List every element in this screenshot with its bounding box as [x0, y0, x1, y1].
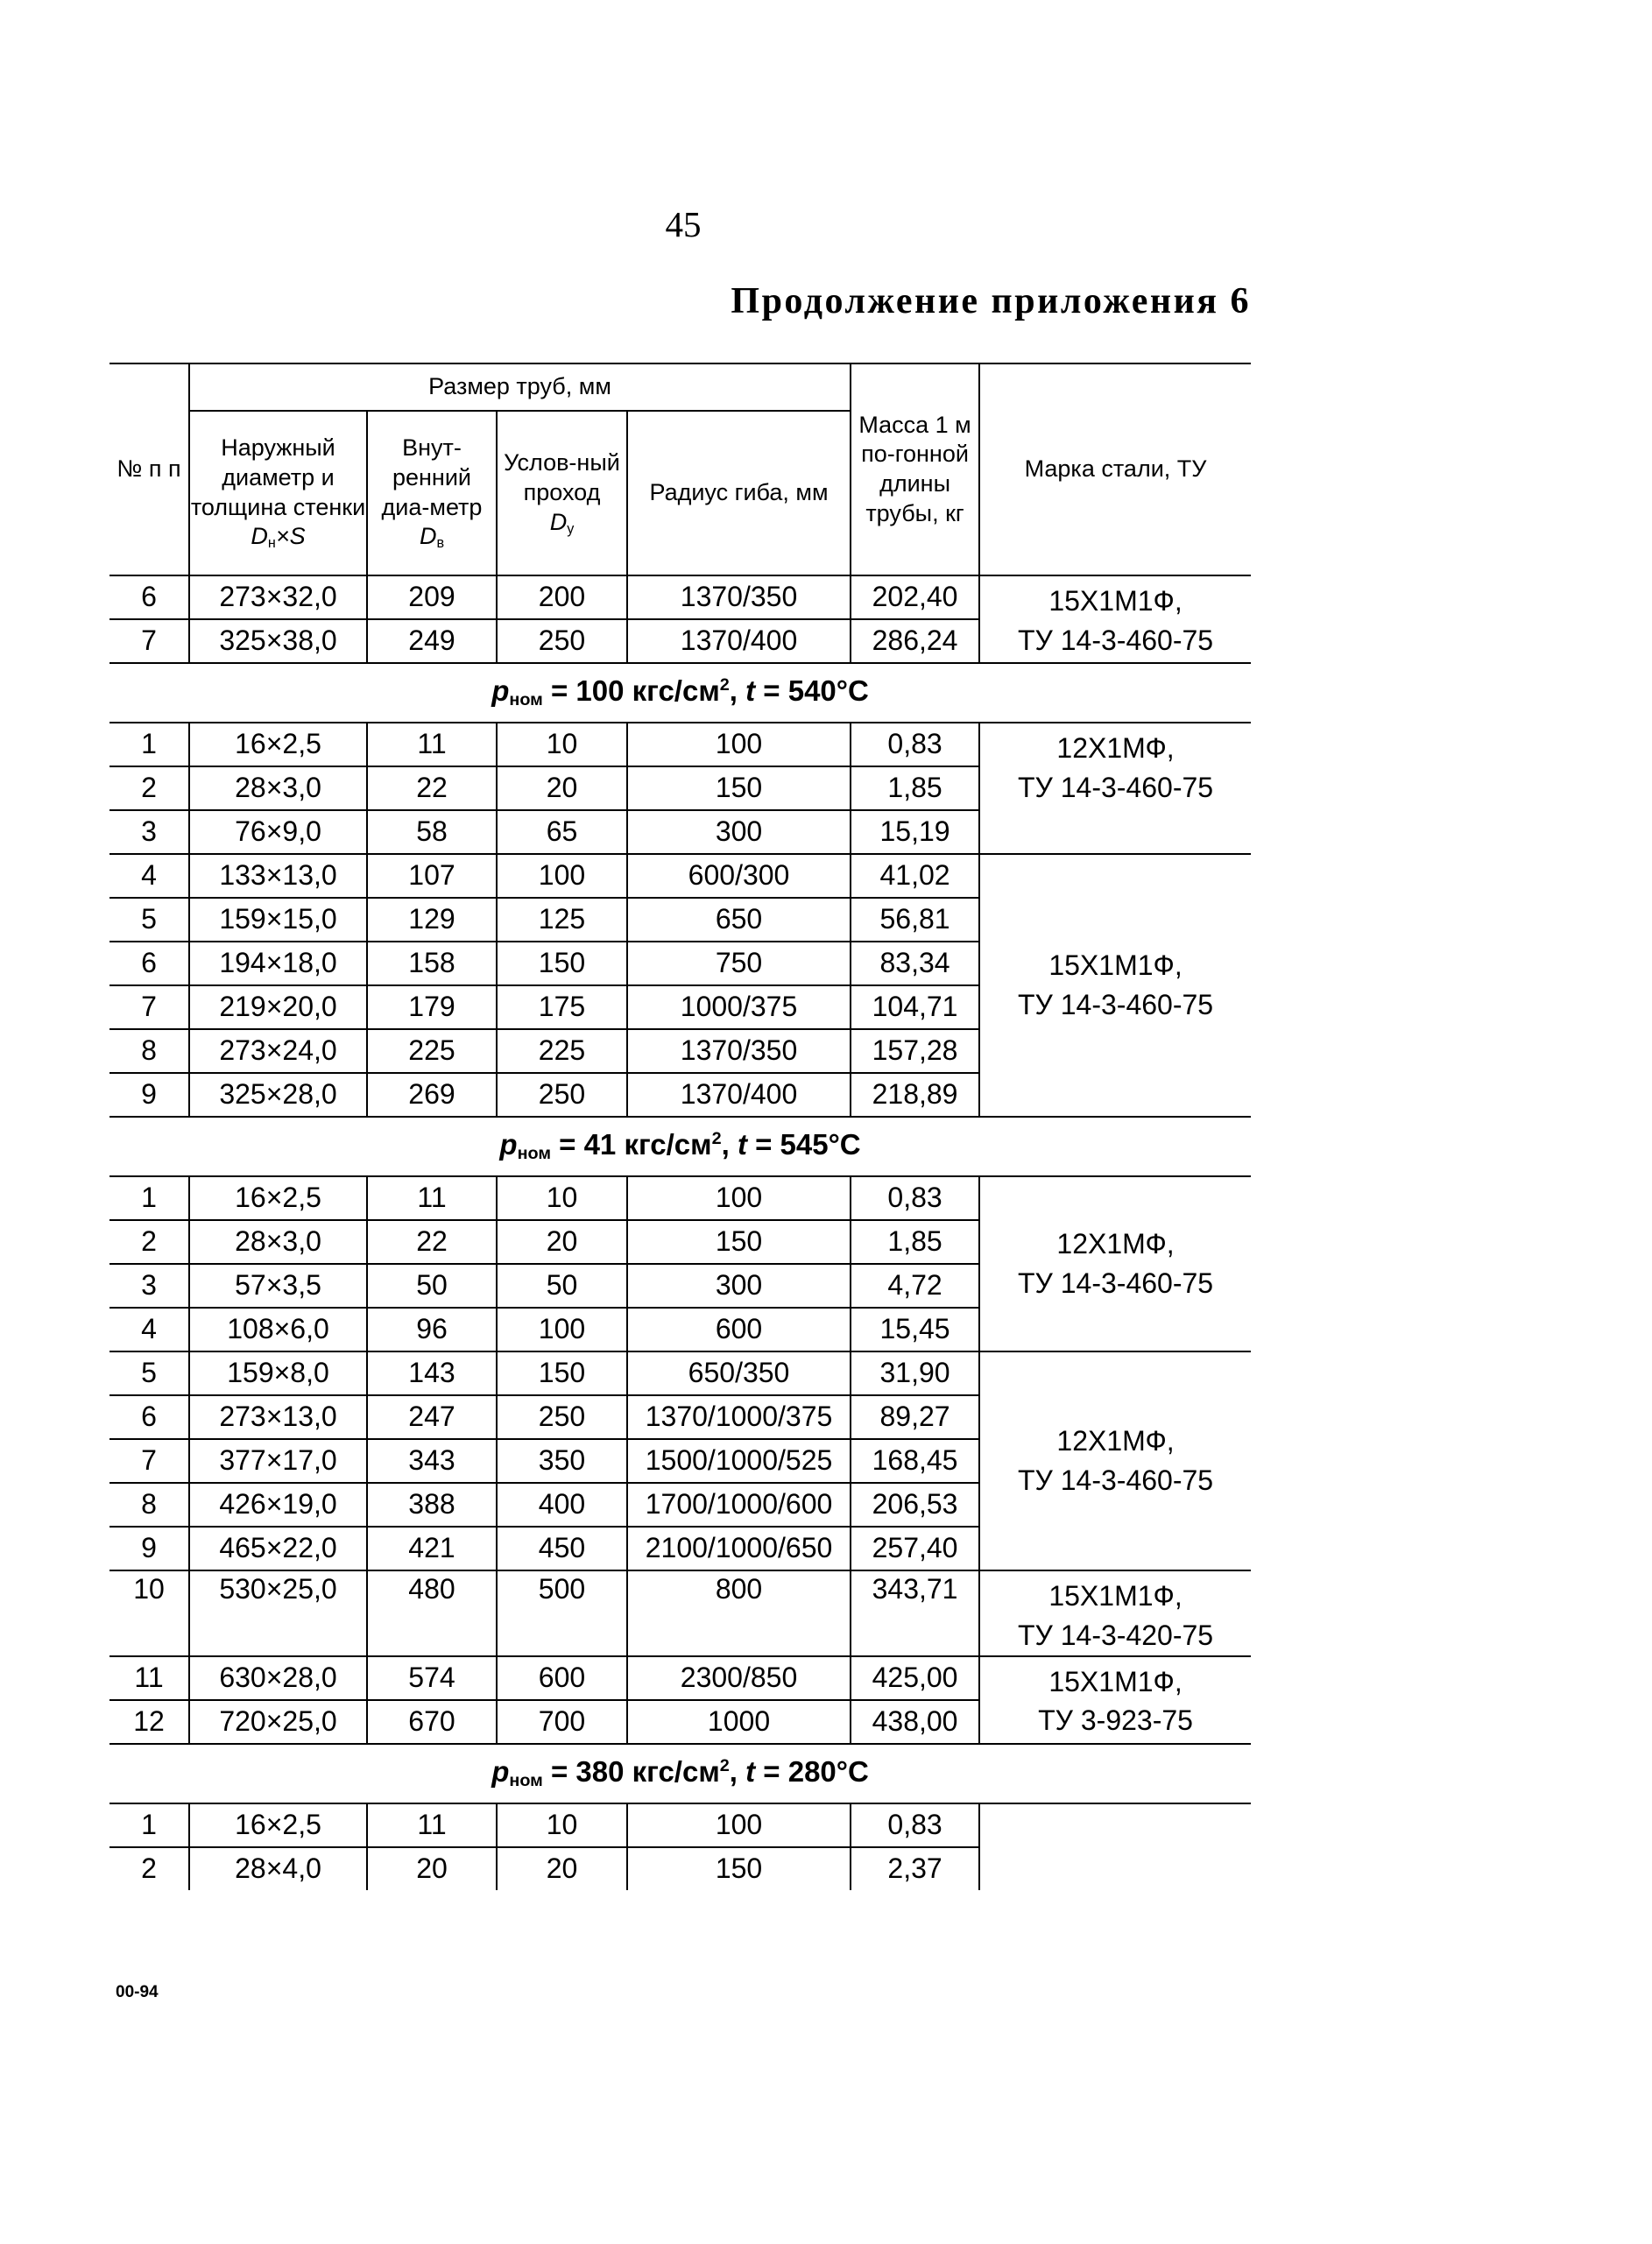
mass-per-meter-cell: 343,71	[851, 1570, 979, 1656]
outer-diam-wall-cell: 28×3,0	[189, 766, 367, 810]
separator: ,	[721, 1128, 738, 1161]
mass-per-meter-cell: 0,83	[851, 1176, 979, 1220]
bend-radius-cell: 600	[627, 1308, 851, 1351]
row-number-cell: 8	[109, 1029, 189, 1073]
bend-radius-cell: 1500/1000/525	[627, 1439, 851, 1483]
nominal-bore-cell: 100	[497, 854, 627, 898]
pressure-sub: ном	[517, 1144, 551, 1164]
steel-grade-cell	[979, 723, 1251, 854]
mass-per-meter-cell: 15,19	[851, 810, 979, 854]
bend-radius-cell: 150	[627, 1847, 851, 1890]
nominal-bore-cell: 350	[497, 1439, 627, 1483]
nominal-bore-cell: 450	[497, 1527, 627, 1570]
temperature-value: = 280°C	[755, 1754, 869, 1788]
steel-grade-cell	[979, 1176, 1251, 1351]
row-number-cell: 5	[109, 898, 189, 942]
outer-diam-wall-cell: 133×13,0	[189, 854, 367, 898]
inner-diameter-cell: 269	[367, 1073, 497, 1117]
row-number-cell: 3	[109, 1264, 189, 1308]
nominal-bore-cell: 225	[497, 1029, 627, 1073]
inner-diameter-cell: 158	[367, 942, 497, 985]
mass-per-meter-cell: 202,40	[851, 575, 979, 619]
temperature-symbol: t	[745, 1754, 756, 1788]
header-inner-diam-sub: в	[436, 535, 445, 552]
pressure-sub: ном	[509, 1770, 543, 1790]
steel-grade-cell	[979, 854, 1251, 1117]
outer-diam-wall-cell: 273×24,0	[189, 1029, 367, 1073]
table-row	[109, 1570, 1251, 1656]
mass-per-meter-cell: 257,40	[851, 1527, 979, 1570]
table-row	[109, 1176, 1251, 1220]
header-size-group: Размер труб, мм	[189, 363, 851, 411]
nominal-bore-cell: 250	[497, 1073, 627, 1117]
header-nominal-bore	[497, 411, 627, 575]
mass-per-meter-cell: 168,45	[851, 1439, 979, 1483]
steel-grade-cell	[979, 1570, 1251, 1656]
nominal-bore-cell: 175	[497, 985, 627, 1029]
row-number-cell: 6	[109, 1395, 189, 1439]
bend-radius-cell: 600/300	[627, 854, 851, 898]
nominal-bore-cell: 50	[497, 1264, 627, 1308]
nominal-bore-cell: 125	[497, 898, 627, 942]
inner-diameter-cell: 11	[367, 723, 497, 766]
outer-diam-wall-cell: 325×38,0	[189, 619, 367, 663]
pipe-size-table	[109, 363, 1251, 1890]
inner-diameter-cell: 670	[367, 1700, 497, 1744]
outer-diam-wall-cell: 108×6,0	[189, 1308, 367, 1351]
mass-per-meter-cell: 2,37	[851, 1847, 979, 1890]
header-bend-radius: Радиус гиба, мм	[627, 411, 851, 575]
bend-radius-cell: 650	[627, 898, 851, 942]
pressure-value: = 41 кгс/см	[550, 1128, 712, 1161]
bend-radius-cell: 300	[627, 1264, 851, 1308]
steel-grade-cell	[979, 1351, 1251, 1570]
bend-radius-cell: 2300/850	[627, 1656, 851, 1700]
nominal-bore-cell: 700	[497, 1700, 627, 1744]
temperature-value: = 545°C	[746, 1128, 861, 1161]
inner-diameter-cell: 58	[367, 810, 497, 854]
steel-spec: ТУ 3-923-75	[1038, 1704, 1193, 1737]
inner-diameter-cell: 22	[367, 1220, 497, 1264]
bend-radius-cell: 1700/1000/600	[627, 1483, 851, 1527]
header-num: № п п	[109, 363, 189, 575]
steel-grade: 15Х1М1Ф,	[1048, 1580, 1183, 1612]
row-number-cell: 4	[109, 1308, 189, 1351]
pressure-symbol: p	[491, 1754, 510, 1788]
mass-per-meter-cell: 1,85	[851, 766, 979, 810]
steel-grade-cell	[979, 575, 1251, 663]
section-row	[109, 1744, 1251, 1803]
steel-spec: ТУ 14-3-460-75	[1017, 1267, 1214, 1299]
inner-diameter-cell: 247	[367, 1395, 497, 1439]
page-number: 45	[665, 204, 702, 244]
mass-per-meter-cell: 83,34	[851, 942, 979, 985]
header-outer-diam-symbol: D	[251, 523, 268, 550]
steel-spec: ТУ 14-3-460-75	[1017, 624, 1214, 656]
bend-radius-cell: 800	[627, 1570, 851, 1656]
mass-per-meter-cell: 438,00	[851, 1700, 979, 1744]
inner-diameter-cell: 179	[367, 985, 497, 1029]
nominal-bore-cell: 100	[497, 1308, 627, 1351]
steel-grade: 12Х1МФ,	[1056, 1425, 1175, 1457]
unit-exponent: 2	[719, 1755, 730, 1775]
mass-per-meter-cell: 89,27	[851, 1395, 979, 1439]
bend-radius-cell: 2100/1000/650	[627, 1527, 851, 1570]
outer-diam-wall-cell: 377×17,0	[189, 1439, 367, 1483]
inner-diameter-cell: 22	[367, 766, 497, 810]
steel-grade: 15Х1М1Ф,	[1048, 949, 1183, 982]
header-nominal-bore-label: Услов-ный проход	[504, 449, 620, 505]
header-inner-diam	[367, 411, 497, 575]
pressure-value: = 380 кгс/см	[542, 1754, 720, 1788]
bend-radius-cell: 1370/400	[627, 1073, 851, 1117]
steel-spec: ТУ 14-3-420-75	[1017, 1619, 1214, 1651]
bend-radius-cell: 1000/375	[627, 985, 851, 1029]
header-nominal-bore-symbol: D	[549, 508, 568, 535]
temperature-value: = 540°C	[755, 674, 869, 708]
row-number-cell: 7	[109, 1439, 189, 1483]
table-row	[109, 1351, 1251, 1395]
mass-per-meter-cell: 206,53	[851, 1483, 979, 1527]
unit-exponent: 2	[719, 675, 730, 695]
section-condition	[109, 663, 1251, 723]
row-number-cell: 1	[109, 1803, 189, 1847]
outer-diam-wall-cell: 273×32,0	[189, 575, 367, 619]
mass-per-meter-cell: 286,24	[851, 619, 979, 663]
nominal-bore-cell: 10	[497, 723, 627, 766]
row-number-cell: 2	[109, 1847, 189, 1890]
nominal-bore-cell: 10	[497, 1176, 627, 1220]
row-number-cell: 9	[109, 1073, 189, 1117]
inner-diameter-cell: 421	[367, 1527, 497, 1570]
mass-per-meter-cell: 41,02	[851, 854, 979, 898]
bend-radius-cell: 1370/1000/375	[627, 1395, 851, 1439]
inner-diameter-cell: 96	[367, 1308, 497, 1351]
header-outer-diam	[189, 411, 367, 575]
table-row	[109, 1803, 1251, 1847]
header-outer-diam-suffix: ×S	[275, 523, 306, 550]
outer-diam-wall-cell: 159×15,0	[189, 898, 367, 942]
nominal-bore-cell: 150	[497, 942, 627, 985]
bend-radius-cell: 650/350	[627, 1351, 851, 1395]
mass-per-meter-cell: 425,00	[851, 1656, 979, 1700]
inner-diameter-cell: 11	[367, 1803, 497, 1847]
outer-diam-wall-cell: 630×28,0	[189, 1656, 367, 1700]
section-condition	[109, 1744, 1251, 1803]
inner-diameter-cell: 388	[367, 1483, 497, 1527]
steel-grade: 15Х1М1Ф,	[1048, 585, 1183, 617]
nominal-bore-cell: 600	[497, 1656, 627, 1700]
section-row	[109, 663, 1251, 723]
header-outer-diam-label: Наружный диаметр и толщина стенки	[190, 434, 366, 520]
inner-diameter-cell: 129	[367, 898, 497, 942]
outer-diam-wall-cell: 194×18,0	[189, 942, 367, 985]
bend-radius-cell: 300	[627, 810, 851, 854]
pressure-sub: ном	[509, 690, 543, 710]
outer-diam-wall-cell: 16×2,5	[189, 1176, 367, 1220]
bend-radius-cell: 100	[627, 1803, 851, 1847]
nominal-bore-cell: 20	[497, 1220, 627, 1264]
mass-per-meter-cell: 0,83	[851, 723, 979, 766]
steel-spec: ТУ 14-3-460-75	[1017, 1464, 1214, 1496]
temperature-symbol: t	[745, 674, 756, 708]
steel-grade: 15Х1М1Ф,	[1048, 1665, 1183, 1697]
steel-grade: 12Х1МФ,	[1056, 732, 1175, 764]
mass-per-meter-cell: 1,85	[851, 1220, 979, 1264]
inner-diameter-cell: 107	[367, 854, 497, 898]
outer-diam-wall-cell: 28×3,0	[189, 1220, 367, 1264]
nominal-bore-cell: 20	[497, 766, 627, 810]
mass-per-meter-cell: 218,89	[851, 1073, 979, 1117]
header-row-1	[109, 363, 1251, 411]
outer-diam-wall-cell: 720×25,0	[189, 1700, 367, 1744]
separator: ,	[729, 674, 746, 708]
footer-code: 00-94	[116, 1983, 159, 2001]
appendix-title: Продолжение приложения 6	[731, 281, 1251, 321]
section-condition	[109, 1117, 1251, 1176]
row-number-cell: 3	[109, 810, 189, 854]
nominal-bore-cell: 250	[497, 619, 627, 663]
outer-diam-wall-cell: 530×25,0	[189, 1570, 367, 1656]
outer-diam-wall-cell: 16×2,5	[189, 723, 367, 766]
row-number-cell: 8	[109, 1483, 189, 1527]
nominal-bore-cell: 10	[497, 1803, 627, 1847]
separator: ,	[729, 1754, 746, 1788]
outer-diam-wall-cell: 219×20,0	[189, 985, 367, 1029]
bend-radius-cell: 150	[627, 766, 851, 810]
outer-diam-wall-cell: 57×3,5	[189, 1264, 367, 1308]
row-number-cell: 7	[109, 619, 189, 663]
mass-per-meter-cell: 31,90	[851, 1351, 979, 1395]
nominal-bore-cell: 500	[497, 1570, 627, 1656]
outer-diam-wall-cell: 325×28,0	[189, 1073, 367, 1117]
steel-spec: ТУ 14-3-460-75	[1017, 989, 1214, 1020]
bend-radius-cell: 1370/350	[627, 1029, 851, 1073]
bend-radius-cell: 1000	[627, 1700, 851, 1744]
pressure-value: = 100 кгс/см	[542, 674, 720, 708]
section-row	[109, 1117, 1251, 1176]
bend-radius-cell: 1370/350	[627, 575, 851, 619]
bend-radius-cell: 750	[627, 942, 851, 985]
inner-diameter-cell: 249	[367, 619, 497, 663]
header-inner-diam-label: Внут-ренний диа-метр	[381, 434, 483, 520]
inner-diameter-cell: 20	[367, 1847, 497, 1890]
bend-radius-cell: 1370/400	[627, 619, 851, 663]
outer-diam-wall-cell: 159×8,0	[189, 1351, 367, 1395]
steel-grade-cell	[979, 1656, 1251, 1744]
nominal-bore-cell: 200	[497, 575, 627, 619]
nominal-bore-cell: 150	[497, 1351, 627, 1395]
pressure-symbol: p	[491, 674, 510, 708]
row-number-cell: 1	[109, 723, 189, 766]
inner-diameter-cell: 209	[367, 575, 497, 619]
mass-per-meter-cell: 15,45	[851, 1308, 979, 1351]
steel-spec: ТУ 14-3-460-75	[1017, 771, 1214, 803]
inner-diameter-cell: 50	[367, 1264, 497, 1308]
mass-per-meter-cell: 4,72	[851, 1264, 979, 1308]
inner-diameter-cell: 574	[367, 1656, 497, 1700]
outer-diam-wall-cell: 16×2,5	[189, 1803, 367, 1847]
inner-diameter-cell: 480	[367, 1570, 497, 1656]
table-row	[109, 1656, 1251, 1700]
row-number-cell: 4	[109, 854, 189, 898]
row-number-cell: 6	[109, 942, 189, 985]
mass-per-meter-cell: 104,71	[851, 985, 979, 1029]
table-row	[109, 854, 1251, 898]
row-number-cell: 5	[109, 1351, 189, 1395]
nominal-bore-cell: 250	[497, 1395, 627, 1439]
header-inner-diam-symbol: D	[419, 523, 437, 550]
outer-diam-wall-cell: 273×13,0	[189, 1395, 367, 1439]
row-number-cell: 2	[109, 766, 189, 810]
nominal-bore-cell: 65	[497, 810, 627, 854]
inner-diameter-cell: 343	[367, 1439, 497, 1483]
mass-per-meter-cell: 157,28	[851, 1029, 979, 1073]
outer-diam-wall-cell: 465×22,0	[189, 1527, 367, 1570]
inner-diameter-cell: 225	[367, 1029, 497, 1073]
header-steel: Марка стали, ТУ	[979, 363, 1251, 575]
mass-per-meter-cell: 56,81	[851, 898, 979, 942]
row-number-cell: 12	[109, 1700, 189, 1744]
bend-radius-cell: 100	[627, 1176, 851, 1220]
inner-diameter-cell: 11	[367, 1176, 497, 1220]
row-number-cell: 7	[109, 985, 189, 1029]
table-row	[109, 723, 1251, 766]
outer-diam-wall-cell: 426×19,0	[189, 1483, 367, 1527]
bend-radius-cell: 150	[627, 1220, 851, 1264]
row-number-cell: 10	[109, 1570, 189, 1656]
outer-diam-wall-cell: 76×9,0	[189, 810, 367, 854]
unit-exponent: 2	[711, 1129, 722, 1149]
table-body	[109, 363, 1251, 1890]
inner-diameter-cell: 143	[367, 1351, 497, 1395]
outer-diam-wall-cell: 28×4,0	[189, 1847, 367, 1890]
pressure-symbol: p	[499, 1128, 518, 1161]
nominal-bore-cell: 400	[497, 1483, 627, 1527]
mass-per-meter-cell: 0,83	[851, 1803, 979, 1847]
row-number-cell: 6	[109, 575, 189, 619]
row-number-cell: 11	[109, 1656, 189, 1700]
header-outer-diam-sub: н	[267, 535, 276, 552]
row-number-cell: 9	[109, 1527, 189, 1570]
steel-grade: 12Х1МФ,	[1056, 1228, 1175, 1260]
header-mass: Масса 1 м по-гонной длины трубы, кг	[851, 363, 979, 575]
row-number-cell: 1	[109, 1176, 189, 1220]
table-row	[109, 575, 1251, 619]
row-number-cell: 2	[109, 1220, 189, 1264]
bend-radius-cell: 100	[627, 723, 851, 766]
temperature-symbol: t	[737, 1128, 747, 1161]
steel-grade-cell	[979, 1803, 1251, 1890]
nominal-bore-cell: 20	[497, 1847, 627, 1890]
header-nominal-bore-sub: у	[567, 520, 575, 537]
